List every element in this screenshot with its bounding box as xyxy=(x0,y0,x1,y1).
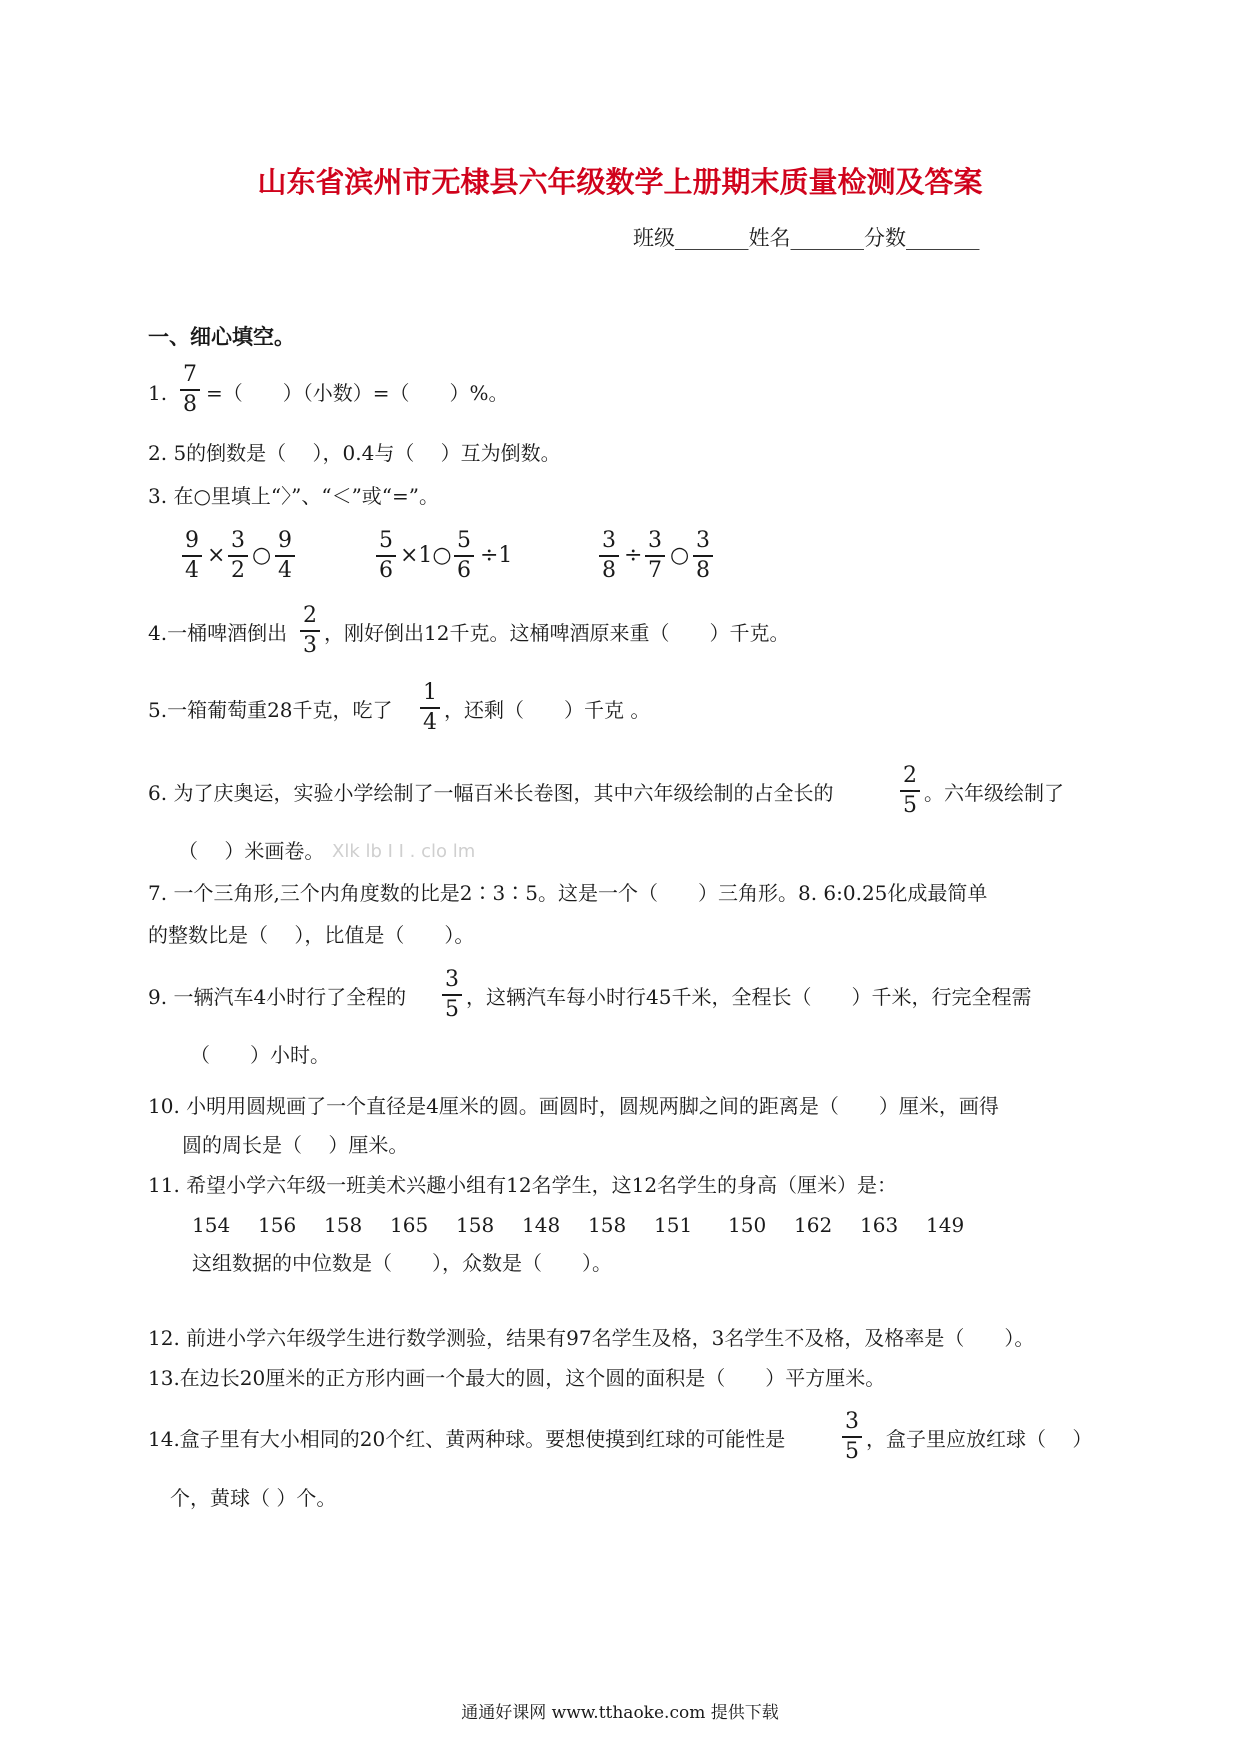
heights-row xyxy=(0,1215,1240,1239)
q6-pre: 6. 为了庆奥运，实验小学绘制了一幅百米长卷图，其中六年级绘制的占全长的 xyxy=(148,781,834,805)
numerator: 2 xyxy=(903,763,917,788)
q3b-op2: ÷1 xyxy=(480,543,513,568)
height-value: 165 xyxy=(390,1213,429,1237)
q5-post: ，还剩（ ）千克 。 xyxy=(444,698,651,722)
q9-line2: （ ）小时。 xyxy=(190,1043,330,1067)
q2: 2. 5的倒数是（ ），0.4与（ ）互为倒数。 xyxy=(148,441,561,465)
q8: 的整数比是（ ），比值是（ ）。 xyxy=(148,923,475,947)
section-heading: 一、细心填空。 xyxy=(148,324,295,349)
numerator: 3 xyxy=(602,528,616,553)
q3b-frac-2 xyxy=(452,530,476,582)
q5-pre: 5.一箱葡萄重28千克，吃了 xyxy=(148,698,393,722)
q3a-frac-2 xyxy=(226,530,250,582)
denominator: 4 xyxy=(278,557,292,583)
q3a-frac-1 xyxy=(180,530,204,582)
footer-credit: 通通好课网 www.tthaoke.com 提供下载 xyxy=(461,1703,779,1723)
numerator: 5 xyxy=(379,528,393,553)
q14-fraction xyxy=(840,1411,864,1463)
q3b-frac-1 xyxy=(374,530,398,582)
q11-line1: 11. 希望小学六年级一班美术兴趣小组有12名学生，这12名学生的身高（厘米）是： xyxy=(148,1173,898,1197)
q3c-op: ÷ xyxy=(624,543,643,568)
q14-post: ，盒子里应放红球（ ） xyxy=(866,1427,1093,1451)
numerator: 3 xyxy=(696,528,710,553)
q11-line3: 这组数据的中位数是（ ），众数是（ ）。 xyxy=(192,1251,612,1275)
q3: 3. 在○里填上“〉”、“＜”或“=”。 xyxy=(148,484,439,508)
q5-fraction xyxy=(418,682,442,734)
denominator: 3 xyxy=(303,632,317,658)
q3c-circle: ○ xyxy=(670,543,690,568)
height-value: 151 xyxy=(654,1213,693,1237)
denominator: 8 xyxy=(183,391,197,417)
numerator: 3 xyxy=(648,528,662,553)
numerator: 9 xyxy=(185,528,199,553)
q3b-op: ×1○ xyxy=(400,543,452,568)
denominator: 2 xyxy=(231,557,245,583)
denominator: 8 xyxy=(696,557,710,583)
q10-line1: 10. 小明用圆规画了一个直径是4厘米的圆。画圆时，圆规两脚之间的距离是（ ）厘米，画得 xyxy=(148,1094,999,1118)
q1-number: 1. xyxy=(148,381,168,405)
q1-fraction xyxy=(178,364,202,416)
denominator: 6 xyxy=(457,557,471,583)
q3c-frac-1 xyxy=(597,530,621,582)
height-value: 154 xyxy=(192,1213,231,1237)
height-value: 158 xyxy=(324,1213,363,1237)
q7: 7. 一个三角形,三个内角度数的比是2∶3∶5。这是一个（ ）三角形。8. 6:0.25化成最简单 xyxy=(148,881,988,905)
height-value: 150 xyxy=(728,1213,767,1237)
height-value: 156 xyxy=(258,1213,297,1237)
numerator: 2 xyxy=(303,603,317,628)
q6-post: 。六年级绘制了 xyxy=(924,781,1064,805)
q3c-frac-3 xyxy=(691,530,715,582)
q1-text: =（ ）（小数）=（ ）%。 xyxy=(206,381,509,405)
q6-line2: （ ）米画卷。 xyxy=(178,839,325,863)
numerator: 3 xyxy=(231,528,245,553)
numerator: 3 xyxy=(845,1409,859,1434)
q4-pre: 4.一桶啤酒倒出 xyxy=(148,621,288,645)
denominator: 5 xyxy=(845,1438,859,1464)
denominator: 5 xyxy=(445,996,459,1022)
q13: 13.在边长20厘米的正方形内画一个最大的圆，这个圆的面积是（ ）平方厘米。 xyxy=(148,1366,886,1390)
height-value: 158 xyxy=(588,1213,627,1237)
q4-post: ，刚好倒出12千克。这桶啤酒原来重（ ）千克。 xyxy=(324,621,790,645)
page-title: 山东省滨州市无棣县六年级数学上册期末质量检测及答案 xyxy=(257,165,983,199)
info-line: 班级_______姓名_______分数_______ xyxy=(633,226,980,250)
numerator: 3 xyxy=(445,967,459,992)
q4-fraction xyxy=(298,605,322,657)
numerator: 5 xyxy=(457,528,471,553)
denominator: 7 xyxy=(648,557,662,583)
watermark-text: Xlk lb I I . clo lm xyxy=(332,841,476,862)
q3c-frac-2 xyxy=(643,530,667,582)
q14-line2: 个，黄球（ ）个。 xyxy=(170,1486,337,1510)
q3a-circle: ○ xyxy=(252,543,272,568)
q6-fraction xyxy=(898,765,922,817)
numerator: 9 xyxy=(278,528,292,553)
height-value: 148 xyxy=(522,1213,561,1237)
numerator: 1 xyxy=(423,680,437,705)
height-value: 163 xyxy=(860,1213,899,1237)
q9-pre: 9. 一辆汽车4小时行了全程的 xyxy=(148,985,407,1009)
denominator: 6 xyxy=(379,557,393,583)
numerator: 7 xyxy=(183,362,197,387)
denominator: 4 xyxy=(185,557,199,583)
q12: 12. 前进小学六年级学生进行数学测验，结果有97名学生及格，3名学生不及格，及格率是（ ）。 xyxy=(148,1326,1035,1350)
q3a-frac-3 xyxy=(273,530,297,582)
height-value: 158 xyxy=(456,1213,495,1237)
q9-post: ，这辆汽车每小时行45千米，全程长（ ）千米，行完全程需 xyxy=(466,985,1032,1009)
q14-pre: 14.盒子里有大小相同的20个红、黄两种球。要想使摸到红球的可能性是 xyxy=(148,1427,786,1451)
denominator: 5 xyxy=(903,792,917,818)
denominator: 8 xyxy=(602,557,616,583)
q3a-op: × xyxy=(207,543,226,568)
denominator: 4 xyxy=(423,709,437,735)
q9-fraction xyxy=(440,969,464,1021)
q10-line2: 圆的周长是（ ）厘米。 xyxy=(182,1133,409,1157)
height-value: 149 xyxy=(926,1213,965,1237)
height-value: 162 xyxy=(794,1213,833,1237)
